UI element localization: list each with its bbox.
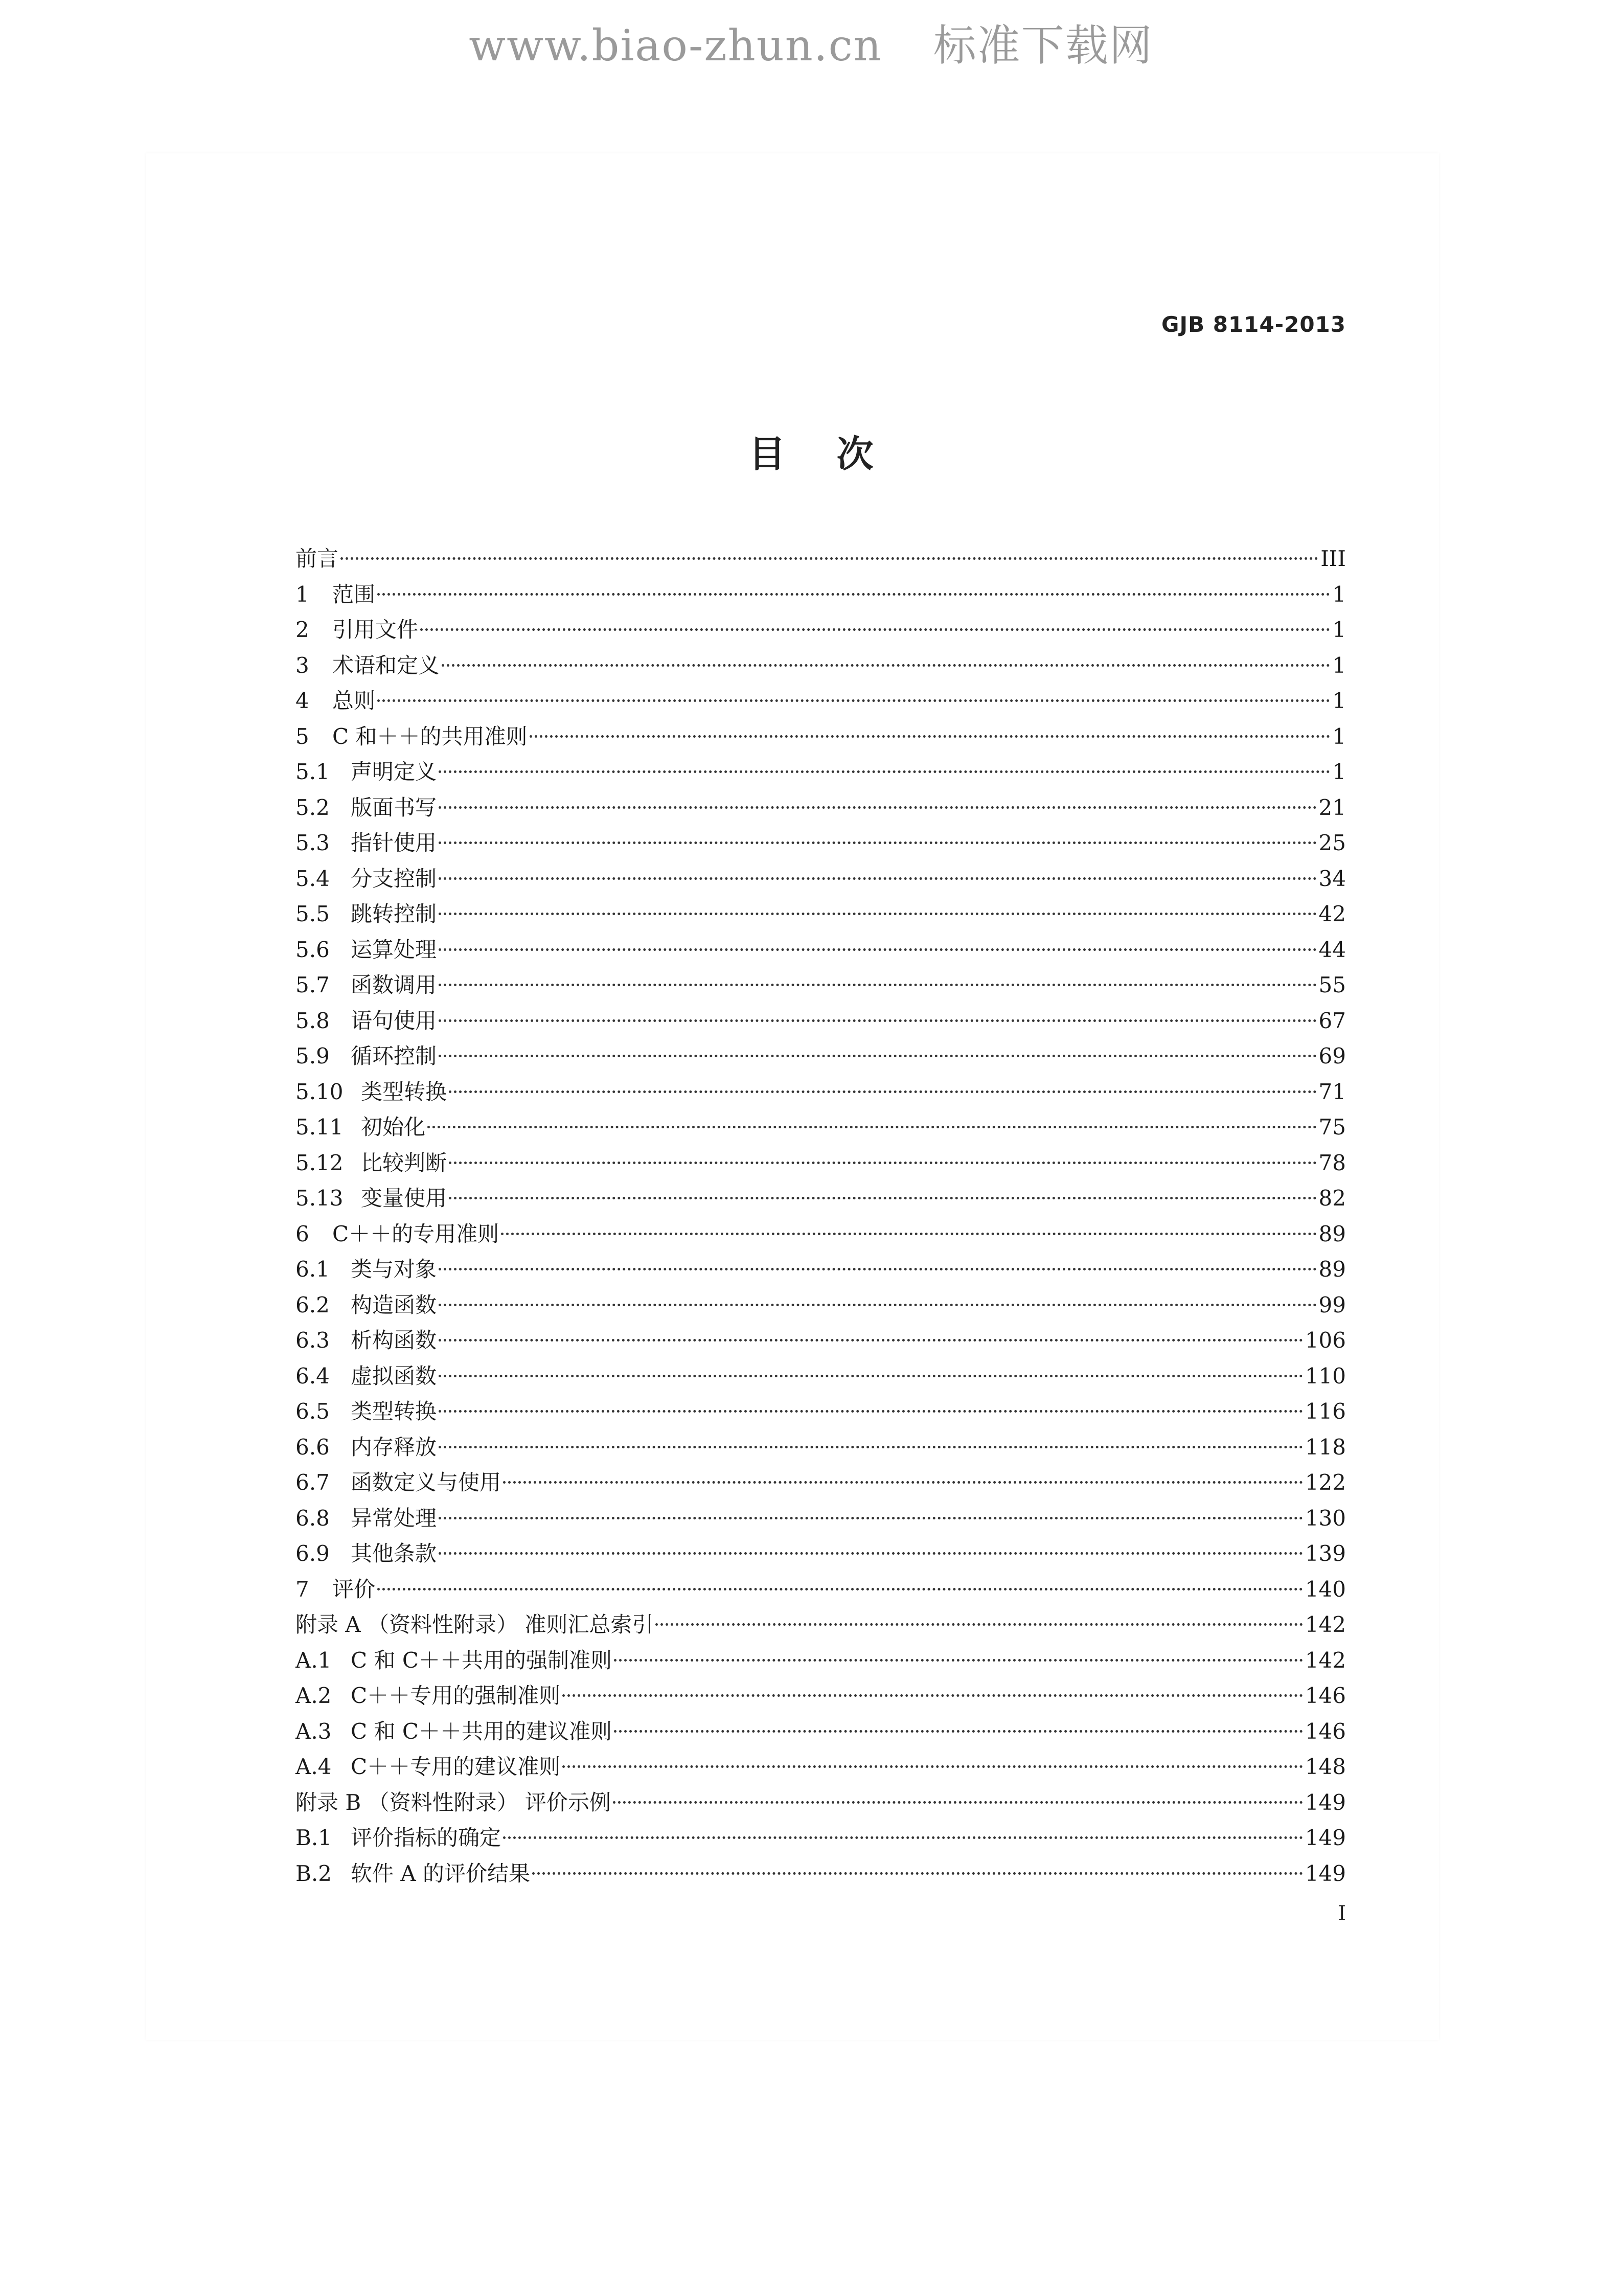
toc-entry-label: 虚拟函数 xyxy=(351,1363,437,1389)
toc-entry[interactable] xyxy=(295,612,1346,648)
toc-entry-page: 148 xyxy=(1305,1754,1346,1779)
dot-leader xyxy=(439,984,1317,986)
toc-entry-page: 149 xyxy=(1305,1825,1346,1850)
toc-entry-number: 5.4 xyxy=(295,866,330,891)
toc-entry-number: B.2 xyxy=(295,1860,332,1886)
dot-leader xyxy=(614,1730,1303,1733)
toc-entry[interactable] xyxy=(295,1678,1346,1714)
toc-entry-page: 110 xyxy=(1305,1363,1346,1389)
toc-entry-label: 类型转换 xyxy=(361,1079,447,1104)
toc-entry[interactable] xyxy=(295,1643,1346,1678)
toc-entry-label: C＋＋专用的建议准则 xyxy=(351,1754,561,1779)
toc-entry-page: 1 xyxy=(1332,652,1346,678)
toc-entry-number: 5.1 xyxy=(295,759,330,784)
toc-entry-label: 初始化 xyxy=(361,1115,426,1140)
dot-leader xyxy=(614,1659,1303,1662)
toc-entry-label: 引用文件 xyxy=(332,617,419,642)
dot-leader xyxy=(439,806,1317,809)
toc-entry[interactable] xyxy=(295,1536,1346,1572)
toc-entry-number: 5.7 xyxy=(295,972,330,997)
toc-entry-label: 声明定义 xyxy=(351,759,437,784)
toc-entry-number: 7 xyxy=(295,1576,309,1602)
dot-leader xyxy=(503,1836,1303,1839)
standard-number: GJB 8114-2013 xyxy=(1161,312,1346,337)
toc-entry[interactable] xyxy=(295,825,1346,861)
dot-leader xyxy=(439,1339,1303,1342)
toc-entry[interactable] xyxy=(295,967,1346,1003)
dot-leader xyxy=(530,735,1331,738)
toc-entry-label: 其他条款 xyxy=(351,1541,437,1566)
toc-entry-page: 140 xyxy=(1305,1576,1346,1602)
toc-entry-label: 分支控制 xyxy=(351,866,437,891)
toc-entry[interactable] xyxy=(295,541,1346,577)
toc-entry-page: 1 xyxy=(1332,759,1346,784)
toc-entry-number: 6.2 xyxy=(295,1292,330,1317)
toc-entry-page: 149 xyxy=(1305,1860,1346,1886)
toc-entry-page: 146 xyxy=(1305,1718,1346,1744)
toc-entry[interactable] xyxy=(295,1572,1346,1607)
toc-entry-number: 5.12 xyxy=(295,1150,344,1175)
dot-leader xyxy=(449,1090,1317,1093)
toc-entry-page: 1 xyxy=(1332,688,1346,713)
toc-entry-page: 34 xyxy=(1318,866,1346,891)
dot-leader xyxy=(439,877,1317,880)
toc-entry-page: 42 xyxy=(1318,901,1346,926)
toc-entry-number: 6.1 xyxy=(295,1257,330,1282)
watermark-site-name: 标准下载网 xyxy=(933,20,1153,71)
toc-entry[interactable] xyxy=(295,1216,1346,1252)
toc-entry-page: 139 xyxy=(1305,1541,1346,1566)
toc-entry-page: 106 xyxy=(1305,1328,1346,1353)
toc-entry-number: 5.11 xyxy=(295,1115,344,1140)
toc-entry-label: 类与对象 xyxy=(351,1257,437,1282)
toc-entry-page: 21 xyxy=(1318,794,1346,820)
toc-entry-number: 5.9 xyxy=(295,1043,330,1069)
toc-entry-number: 5.8 xyxy=(295,1008,330,1033)
toc-entry-number: 5.3 xyxy=(295,830,330,855)
dot-leader xyxy=(449,1162,1317,1164)
toc-entry-number: 6.8 xyxy=(295,1505,330,1531)
toc-entry-label: 运算处理 xyxy=(351,937,437,962)
toc-entry-label: 附录 A （资料性附录） 准则汇总索引 xyxy=(295,1612,654,1637)
toc-entry-page: 1 xyxy=(1332,723,1346,749)
toc-entry-label: C 和 C＋＋共用的强制准则 xyxy=(351,1647,612,1673)
dot-leader xyxy=(439,1019,1317,1022)
toc-entry-number: 6.4 xyxy=(295,1363,330,1389)
toc-entry-label: C＋＋的专用准则 xyxy=(332,1221,499,1246)
toc-entry-label: 指针使用 xyxy=(351,830,437,855)
toc-entry-page: 44 xyxy=(1318,937,1346,962)
toc-entry[interactable] xyxy=(295,1323,1346,1358)
table-of-contents xyxy=(295,541,1346,1891)
toc-entry[interactable] xyxy=(295,1856,1346,1892)
toc-entry[interactable] xyxy=(295,1038,1346,1074)
toc-entry[interactable] xyxy=(295,577,1346,612)
dot-leader xyxy=(377,1588,1303,1590)
toc-entry-label: 术语和定义 xyxy=(332,652,440,678)
toc-entry-label: 类型转换 xyxy=(351,1399,437,1424)
dot-leader xyxy=(562,1694,1303,1697)
dot-leader xyxy=(613,1801,1303,1804)
toc-entry[interactable] xyxy=(295,1145,1346,1181)
toc-entry-number: 5.5 xyxy=(295,901,330,926)
dot-leader xyxy=(340,557,1318,560)
toc-entry-label: C＋＋专用的强制准则 xyxy=(351,1683,561,1708)
toc-entry-page: 146 xyxy=(1305,1683,1346,1708)
toc-entry-label: 版面书写 xyxy=(351,794,437,820)
toc-entry[interactable] xyxy=(295,719,1346,755)
toc-entry[interactable] xyxy=(295,1607,1346,1643)
toc-entry[interactable] xyxy=(295,1394,1346,1429)
toc-entry-label: 总则 xyxy=(332,688,376,713)
toc-entry-number: 6.9 xyxy=(295,1541,330,1566)
toc-entry[interactable] xyxy=(295,683,1346,719)
dot-leader xyxy=(439,913,1317,915)
toc-entry-number: A.4 xyxy=(295,1754,332,1779)
toc-entry-number: 6.6 xyxy=(295,1434,330,1460)
dot-leader xyxy=(439,1410,1303,1413)
dot-leader xyxy=(439,1552,1303,1555)
toc-entry-page: 149 xyxy=(1305,1789,1346,1815)
dot-leader xyxy=(439,842,1317,844)
toc-entry[interactable] xyxy=(295,1501,1346,1536)
toc-entry-page: 142 xyxy=(1305,1647,1346,1673)
toc-entry-page: 25 xyxy=(1318,830,1346,855)
toc-entry-page: III xyxy=(1320,546,1346,571)
toc-entry[interactable] xyxy=(295,1287,1346,1323)
toc-entry-page: 142 xyxy=(1305,1612,1346,1637)
toc-entry[interactable] xyxy=(295,1429,1346,1465)
toc-entry-page: 55 xyxy=(1318,972,1346,997)
watermark-url: www.biao-zhun.cn xyxy=(469,20,882,71)
toc-entry-number: A.1 xyxy=(295,1647,332,1673)
dot-leader xyxy=(377,699,1330,702)
dot-leader xyxy=(377,593,1330,596)
toc-entry[interactable] xyxy=(295,932,1346,968)
toc-entry-label: 跳转控制 xyxy=(351,901,437,926)
toc-entry[interactable] xyxy=(295,1749,1346,1785)
dot-leader xyxy=(442,664,1330,667)
toc-entry-number: 6.5 xyxy=(295,1399,330,1424)
toc-entry-page: 116 xyxy=(1305,1399,1346,1424)
toc-entry-number: 6.3 xyxy=(295,1328,330,1353)
toc-entry-label: 附录 B （资料性附录） 评价示例 xyxy=(295,1789,611,1815)
toc-entry[interactable] xyxy=(295,754,1346,790)
toc-entry[interactable] xyxy=(295,1003,1346,1039)
toc-entry-page: 99 xyxy=(1318,1292,1346,1317)
toc-entry-number: 5.13 xyxy=(295,1186,344,1211)
toc-entry-page: 82 xyxy=(1318,1186,1346,1211)
toc-entry-number: 3 xyxy=(295,652,309,678)
toc-entry-page: 89 xyxy=(1318,1221,1346,1246)
toc-entry-label: 析构函数 xyxy=(351,1328,437,1353)
toc-entry-number: 5.2 xyxy=(295,794,330,820)
toc-entry-number: A.3 xyxy=(295,1718,332,1744)
toc-entry-page: 69 xyxy=(1318,1043,1346,1069)
toc-entry-page: 67 xyxy=(1318,1008,1346,1033)
toc-entry-label: C 和 C＋＋共用的建议准则 xyxy=(351,1718,612,1744)
toc-entry[interactable] xyxy=(295,1252,1346,1287)
dot-leader xyxy=(439,1304,1317,1306)
watermark xyxy=(0,11,1622,73)
dot-leader xyxy=(439,770,1330,773)
toc-entry[interactable] xyxy=(295,1074,1346,1110)
toc-entry-page: 89 xyxy=(1318,1257,1346,1282)
toc-entry[interactable] xyxy=(295,1109,1346,1145)
toc-entry-page: 71 xyxy=(1318,1079,1346,1104)
toc-entry[interactable] xyxy=(295,1465,1346,1501)
toc-entry[interactable] xyxy=(295,1785,1346,1821)
toc-entry-label: C 和＋＋的共用准则 xyxy=(332,723,528,749)
toc-entry[interactable] xyxy=(295,648,1346,684)
toc-entry-page: 130 xyxy=(1305,1505,1346,1531)
toc-entry[interactable] xyxy=(295,790,1346,826)
toc-entry-label: 构造函数 xyxy=(351,1292,437,1317)
toc-entry-page: 118 xyxy=(1305,1434,1346,1460)
toc-entry[interactable] xyxy=(295,861,1346,897)
dot-leader xyxy=(439,1517,1303,1519)
dot-leader xyxy=(439,948,1317,951)
dot-leader xyxy=(439,1268,1317,1270)
dot-leader xyxy=(532,1872,1303,1875)
toc-entry[interactable] xyxy=(295,1358,1346,1394)
toc-entry-page: 122 xyxy=(1305,1470,1346,1495)
toc-entry-label: 函数定义与使用 xyxy=(351,1470,501,1495)
toc-entry-label: 语句使用 xyxy=(351,1008,437,1033)
toc-entry-label: 评价指标的确定 xyxy=(351,1825,501,1850)
toc-entry[interactable] xyxy=(295,896,1346,932)
toc-entry-label: 比较判断 xyxy=(361,1150,447,1175)
page-folio: I xyxy=(1338,1902,1346,1925)
dot-leader xyxy=(655,1623,1303,1626)
toc-entry-label: 变量使用 xyxy=(361,1186,447,1211)
toc-entry-label: 范围 xyxy=(332,581,376,607)
dot-leader xyxy=(439,1446,1303,1448)
toc-entry-label: 内存释放 xyxy=(351,1434,437,1460)
dot-leader xyxy=(501,1233,1316,1235)
toc-entry-page: 78 xyxy=(1318,1150,1346,1175)
toc-entry-page: 1 xyxy=(1332,581,1346,607)
toc-entry-number: 6.7 xyxy=(295,1470,330,1495)
dot-leader xyxy=(562,1765,1303,1768)
toc-entry-number: A.2 xyxy=(295,1683,332,1708)
dot-leader xyxy=(439,1055,1317,1057)
toc-entry-number: 4 xyxy=(295,688,309,713)
toc-entry-label: 评价 xyxy=(332,1576,376,1602)
toc-entry-page: 1 xyxy=(1332,617,1346,642)
toc-entry-number: 5.10 xyxy=(295,1079,344,1104)
dot-leader xyxy=(439,1375,1303,1377)
toc-title: 目次 xyxy=(748,433,925,475)
toc-entry-number: 5 xyxy=(295,723,309,749)
toc-entry-label: 循环控制 xyxy=(351,1043,437,1069)
toc-entry[interactable] xyxy=(295,1820,1346,1856)
toc-entry-label: 软件 A 的评价结果 xyxy=(351,1860,531,1886)
dot-leader xyxy=(420,628,1330,631)
toc-entry-number: 5.6 xyxy=(295,937,330,962)
toc-entry-number: 1 xyxy=(295,581,309,607)
dot-leader xyxy=(427,1126,1317,1128)
dot-leader xyxy=(449,1197,1317,1199)
toc-entry-number: B.1 xyxy=(295,1825,332,1850)
toc-entry-label: 异常处理 xyxy=(351,1505,437,1531)
toc-entry[interactable] xyxy=(295,1714,1346,1749)
toc-entry-number: 6 xyxy=(295,1221,309,1246)
toc-entry[interactable] xyxy=(295,1180,1346,1216)
toc-entry-page: 75 xyxy=(1318,1115,1346,1140)
toc-entry-number: 2 xyxy=(295,617,309,642)
toc-entry-label: 函数调用 xyxy=(351,972,437,997)
dot-leader xyxy=(503,1481,1303,1484)
toc-entry-label: 前言 xyxy=(295,546,339,571)
